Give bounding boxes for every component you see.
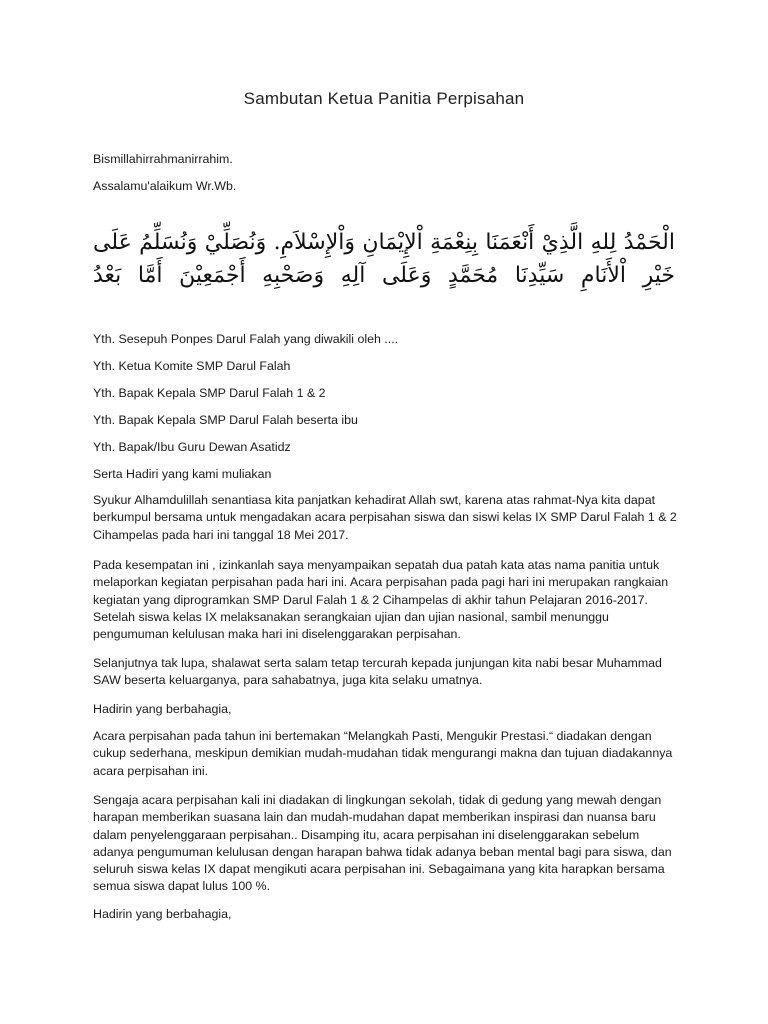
paragraph: Selanjutnya tak lupa, shalawat serta salam tetap tercurah kepada junjungan kita nabi besar Muhammad SAW beserta keluarganya, para sahabatnya, juga kita selaku umatnya.	[93, 656, 662, 688]
greeting-line: Yth. Sesepuh Ponpes Darul Falah yang diwakili oleh ....	[93, 332, 399, 346]
greeting-line: Serta Hadiri yang kami muliakan	[93, 467, 272, 481]
paragraph: Sengaja acara perpisahan kali ini diadakan di lingkungan sekolah, tidak di gedung yang mewah dengan harapan memberikan suasana lain dan mudah-mudahan dapat memberikan inspirasi dan nuansa baru dalam penyelenggaraan perpisahan.. Disamping itu, acara perpisahan ini diselenggarakan sebelum adanya pengumuman kelulusan dengan harapan bahwa tidak adanya beban mental bagi para siswa, dan seluruh siswa kelas IX dapat mengikuti acara perpisahan ini. Sebagaimana yang kita harapkan bersama semua siswa dapat lulus 100 %.	[93, 793, 672, 894]
greeting-line: Yth. Bapak Kepala SMP Darul Falah beserta ibu	[93, 413, 358, 427]
greeting-line: Yth. Ketua Komite SMP Darul Falah	[93, 359, 291, 373]
salutation-heading: Hadirin yang berbahagia,	[93, 702, 232, 716]
paragraph: Pada kesempatan ini , izinkanlah saya menyampaikan sepatah dua patah kata atas nama panitia untuk melaporkan kegiatan perpisahan pada hari ini. Acara perpisahan pada pagi hari ini merupakan rangkaian kegiatan yang diprogramkan SMP Darul Falah 1 & 2 Cihampelas di akhir tahun Pelajaran 2016-2017. Setelah siswa kelas IX melaksanakan serangkaian ujian dan ujian nasional, sambil menunggu pengumuman kelulusan maka hari ini diselenggarakan perpisahan.	[93, 558, 669, 642]
paragraph: Syukur Alhamdulillah senantiasa kita panjatkan kehadirat Allah swt, karena atas rahmat-Nya kita dapat berkumpul bersama untuk mengadakan acara perpisahan siswa dan siswi kelas IX SMP Darul Falah 1 & 2 Cihampelas pada hari ini tanggal 18 Mei 2017.	[93, 493, 677, 542]
page-title: Sambutan Ketua Panitia Perpisahan	[243, 89, 525, 108]
opening-salam: Assalamu'alaikum Wr.Wb.	[93, 179, 237, 193]
salutation-heading: Hadirin yang berbahagia,	[93, 907, 232, 921]
arabic-prayer: الْحَمْدُ لِلهِ الَّذِيْ أَنْعَمَنَا بِنِعْمَةِ اْلإِيْمَانِ وَاْلإِسْلاَمِ. وَنُصَلِّيْ وَنُسَلِّمُ عَلَى خَيْرِ اْلأَنَامِ سَيِّدِنَا مُحَمَّدٍ وَعَلَى آلِهِ وَصَحْبِهِ أَجْمَعِيْنَ أَمَّا بَعْدُ	[93, 230, 675, 288]
opening-basmala: Bismillahirrahmanirrahim.	[93, 152, 233, 166]
greeting-line: Yth. Bapak Kepala SMP Darul Falah 1 & 2	[93, 386, 326, 400]
paragraph: Acara perpisahan pada tahun ini bertemakan “Melangkah Pasti, Mengukir Prestasi.“ diadakan dengan cukup sederhana, meskipun demikian mudah-mudahan tidak mengurangi makna dan tujuan diadakannya acara perpisahan ini.	[93, 729, 673, 778]
greeting-line: Yth. Bapak/Ibu Guru Dewan Asatidz	[93, 440, 291, 454]
